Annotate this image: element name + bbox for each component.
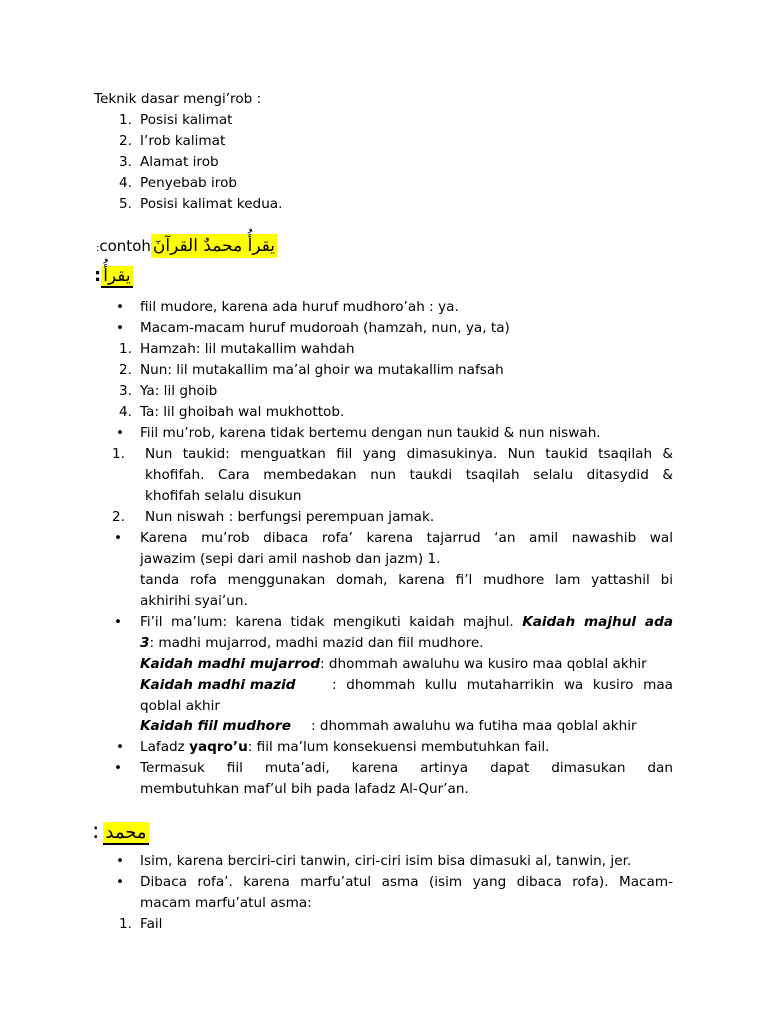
- justified-line: Termasuk fiil muta’adi, karena artinya dapat dimasukan dan: [140, 760, 673, 776]
- list-item: 4. Ta: lil ghoibah wal mukhottob.: [119, 404, 345, 420]
- section-colon: :: [92, 819, 100, 844]
- list-item: • Lafadz yaqro’u: fiil ma’lum konsekuensi membutuhkan fail.: [115, 739, 550, 755]
- list-item: 2. Nun: lil mutakallim ma’al ghoir wa mutakallim nafsah: [119, 362, 504, 378]
- text-line: akhirihi syai’un.: [140, 593, 248, 609]
- list-item: • Macam-macam huruf mudoroah (hamzah, nun, ya, ta): [115, 320, 510, 336]
- kaidah-line: Kaidah fiil mudhore : dhommah awaluhu wa futiha maa qoblal akhir: [140, 718, 637, 734]
- section-heading-yaqrou: [94, 266, 133, 287]
- document-heading: Teknik dasar mengi’rob :: [94, 91, 262, 107]
- list-item: • Isim, karena berciri-ciri tanwin, ciri-ciri isim bisa dimasuki al, tanwin, jer.: [115, 853, 632, 869]
- list-item: • Fiil mu’rob, karena tidak bertemu dengan nun taukid & nun niswah.: [115, 425, 601, 441]
- kaidah-line: Kaidah madhi mazid : dhommah kullu mutaharrikin wa kusiro maa: [140, 677, 673, 693]
- sub-list-marker: 2.: [112, 509, 125, 525]
- section-arabic-word: محمد: [105, 822, 147, 843]
- text-line: membutuhkan maf’ul bih pada lafadz Al-Qur’an.: [140, 781, 469, 797]
- list-item: 2. I’rob kalimat: [119, 133, 226, 149]
- text-line: jawazim (sepi dari amil nashob dan jazm) 1.: [140, 551, 441, 567]
- bullet-marker: •: [115, 874, 124, 890]
- justified-line: khofifah. Cara membedakan nun taukdi tsaqilah selalu ditasydid &: [145, 467, 673, 483]
- list-item: 3. Alamat irob: [119, 154, 219, 170]
- contoh-colon: :: [96, 243, 100, 254]
- contoh-line: [96, 236, 277, 260]
- list-item: 1. Hamzah: lil mutakallim wahdah: [119, 341, 355, 357]
- text-line: 3: madhi mujarrod, madhi mazid dan fiil mudhore.: [140, 635, 484, 651]
- list-item: 1. Fail: [119, 916, 163, 932]
- list-item: 3. Ya: lil ghoib: [119, 383, 218, 399]
- justified-line: Nun taukid: menguatkan fiil yang dimasukinya. Nun taukid tsaqilah &: [145, 446, 673, 462]
- sub-list-marker: 1.: [112, 446, 125, 462]
- list-item: 1. Posisi kalimat: [119, 112, 233, 128]
- justified-line: Dibaca rofa’. karena marfu’atul asma (isim yang dibaca rofa). Macam-: [140, 874, 673, 890]
- justified-line: Fi’il ma’lum: karena tidak mengikuti kaidah majhul. Kaidah majhul ada: [140, 614, 673, 630]
- contoh-label: contoh: [99, 237, 151, 255]
- list-item: • fiil mudore, karena ada huruf mudhoro’ah : ya.: [115, 299, 459, 315]
- text-line: Nun niswah : berfungsi perempuan jamak.: [145, 509, 435, 525]
- bullet-marker: •: [114, 614, 123, 630]
- list-item: 4. Penyebab irob: [119, 175, 238, 191]
- text-line: macam marfu’atul asma:: [140, 895, 312, 911]
- text-line: qoblal akhir: [140, 698, 220, 714]
- bullet-marker: •: [114, 760, 123, 776]
- kaidah-line: Kaidah madhi mujarrod: dhommah awaluhu wa kusiro maa qoblal akhir: [140, 656, 647, 672]
- justified-line: Karena mu’rob dibaca rofa’ karena tajarrud ‘an amil nawashib wal: [140, 530, 673, 546]
- section-heading-muhammad: [92, 819, 149, 844]
- bullet-marker: •: [114, 530, 123, 546]
- section-arabic-word: يقرأُ: [103, 266, 131, 286]
- section-colon: :: [94, 265, 102, 286]
- contoh-arabic: يقرأُ محمدٌ القرآنَ: [152, 236, 276, 256]
- list-item: 5. Posisi kalimat kedua.: [119, 196, 283, 212]
- justified-line: tanda rofa menggunakan domah, karena fi’l mudhore lam yattashil bi: [140, 572, 673, 588]
- text-line: khofifah selalu disukun: [145, 488, 302, 504]
